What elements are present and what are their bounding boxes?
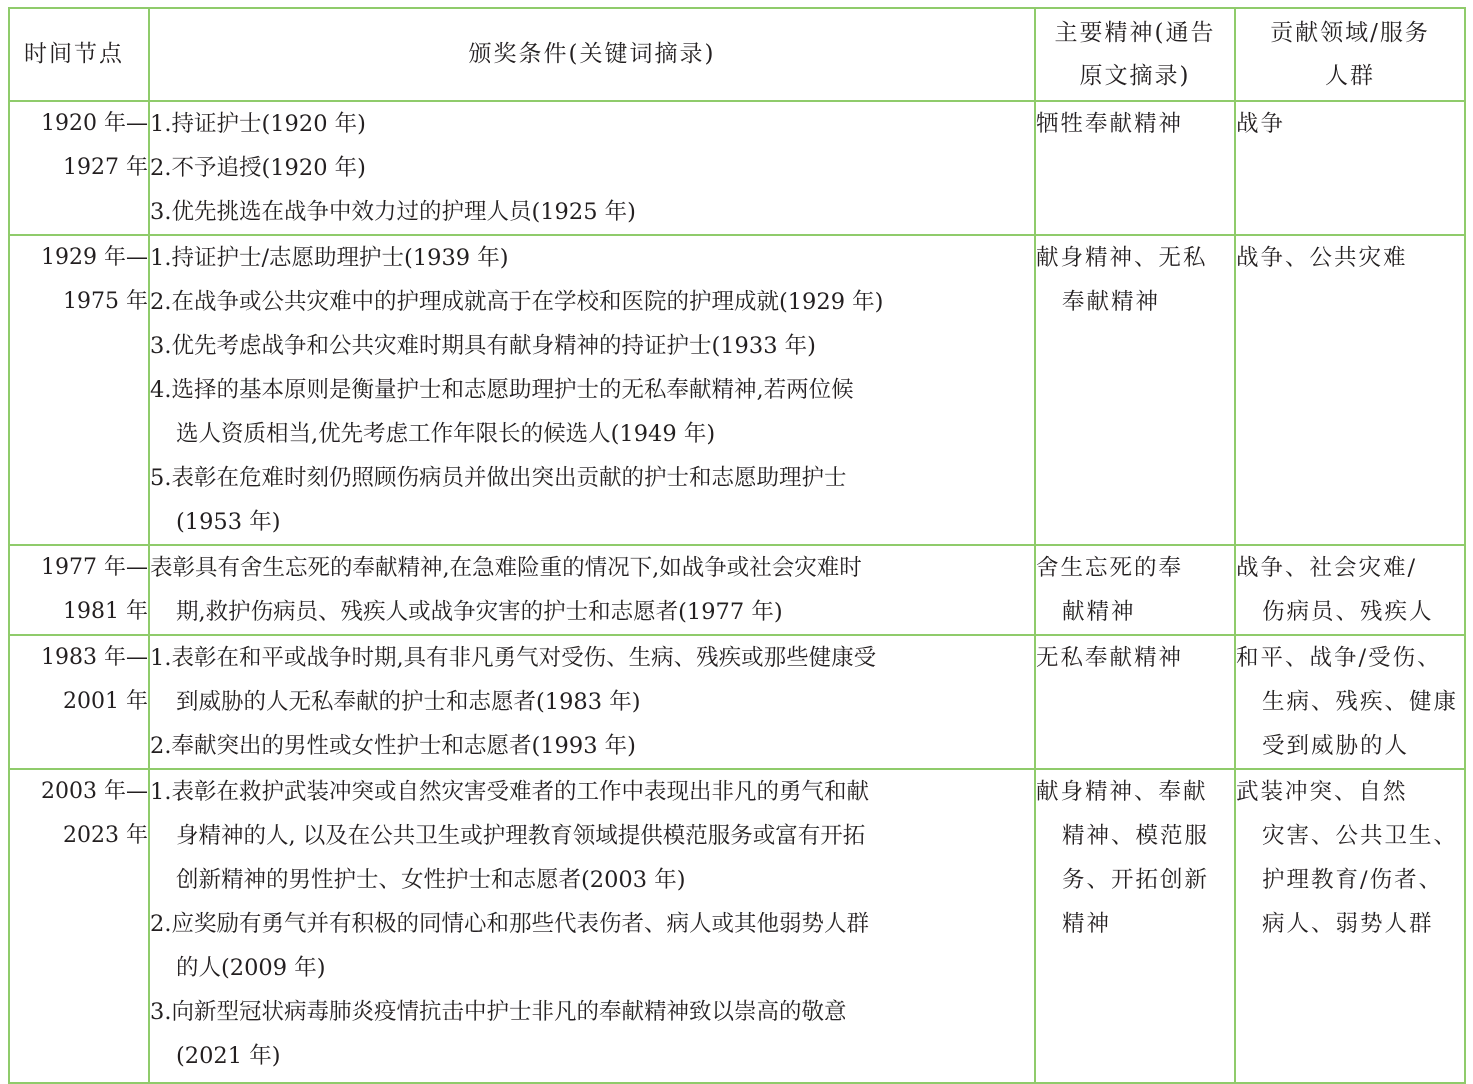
field-cell	[1235, 545, 1465, 635]
condition-item: 2.不予追授(1920 年)	[150, 155, 366, 181]
condition-item: 1.表彰在救护武装冲突或自然灾害受难者的工作中表现出非凡的勇气和献	[150, 779, 869, 805]
field-text: 武装冲突、自然	[1236, 779, 1408, 805]
time-end: 2001 年	[63, 689, 148, 714]
table-row	[9, 235, 1465, 545]
condition-item-continued: 到威胁的人无私奉献的护士和志愿者(1983 年)	[176, 689, 641, 715]
time-end: 1927 年	[63, 155, 148, 180]
conditions-cell	[149, 235, 1035, 545]
spirit-text: 献身精神、无私	[1036, 245, 1208, 271]
spirit-text: 牺牲奉献精神	[1036, 111, 1184, 137]
header-spirit-line2: 原文摘录)	[1079, 62, 1191, 89]
spirit-text-continued: 精神、模范服	[1062, 823, 1210, 849]
time-cell	[9, 545, 149, 635]
table-row	[9, 545, 1465, 635]
spirit-text: 无私奉献精神	[1036, 645, 1184, 671]
condition-item: 1.持证护士/志愿助理护士(1939 年)	[150, 245, 509, 271]
time-start: 1983 年—	[41, 645, 148, 670]
spirit-text-continued: 精神	[1062, 911, 1112, 937]
time-cell	[9, 769, 149, 1083]
condition-item: 4.选择的基本原则是衡量护士和志愿助理护士的无私奉献精神,若两位候	[150, 377, 854, 403]
field-text: 和平、战争/受伤、	[1236, 645, 1442, 671]
award-criteria-table	[8, 7, 1466, 1084]
time-end: 1975 年	[63, 289, 148, 314]
header-time-label: 时间节点	[24, 41, 124, 67]
field-text-continued: 护理教育/伤者、	[1262, 867, 1444, 893]
condition-item-continued: 选人资质相当,优先考虑工作年限长的候选人(1949 年)	[176, 421, 716, 447]
header-spirit-line1: 主要精神(通告	[1054, 19, 1216, 46]
spirit-cell	[1035, 545, 1235, 635]
time-start: 1977 年—	[41, 555, 148, 580]
time-cell	[9, 235, 149, 545]
field-text-continued: 灾害、公共卫生、	[1262, 823, 1459, 849]
conditions-cell	[149, 101, 1035, 235]
field-cell	[1235, 769, 1465, 1083]
table-row	[9, 769, 1465, 1083]
condition-item: 2.在战争或公共灾难中的护理成就高于在学校和医院的护理成就(1929 年)	[150, 289, 884, 315]
field-text: 战争、社会灾难/	[1236, 555, 1418, 581]
spirit-text: 舍生忘死的奉	[1036, 555, 1184, 581]
table-row	[9, 635, 1465, 769]
condition-item: 2.应奖励有勇气并有积极的同情心和那些代表伤者、病人或其他弱势人群	[150, 911, 869, 937]
time-cell	[9, 101, 149, 235]
field-cell	[1235, 101, 1465, 235]
condition-item: 表彰具有舍生忘死的奉献精神,在急难险重的情况下,如战争或社会灾难时	[150, 555, 862, 581]
condition-item-continued: (1953 年)	[176, 509, 281, 535]
field-text-continued: 生病、残疾、健康	[1262, 689, 1459, 715]
condition-item: 1.表彰在和平或战争时期,具有非凡勇气对受伤、生病、残疾或那些健康受	[150, 645, 877, 671]
time-start: 1920 年—	[41, 111, 148, 136]
condition-item: 3.优先考虑战争和公共灾难时期具有献身精神的持证护士(1933 年)	[150, 333, 816, 359]
condition-item-continued: 的人(2009 年)	[176, 955, 326, 981]
condition-item: 3.优先挑选在战争中效力过的护理人员(1925 年)	[150, 199, 636, 225]
time-cell	[9, 635, 149, 769]
condition-item-continued: 期,救护伤病员、残疾人或战争灾害的护士和志愿者(1977 年)	[176, 599, 783, 625]
spirit-text-continued: 献精神	[1062, 599, 1136, 625]
field-cell	[1235, 635, 1465, 769]
field-text-continued: 病人、弱势人群	[1262, 911, 1434, 937]
header-field-line2: 人群	[1325, 62, 1375, 89]
time-end: 2023 年	[63, 823, 148, 848]
time-start: 2003 年—	[41, 779, 148, 804]
field-text-continued: 受到威胁的人	[1262, 733, 1410, 759]
field-cell	[1235, 235, 1465, 545]
spirit-cell	[1035, 769, 1235, 1083]
condition-item: 3.向新型冠状病毒肺炎疫情抗击中护士非凡的奉献精神致以崇高的敬意	[150, 999, 847, 1025]
conditions-cell	[149, 545, 1035, 635]
condition-item-continued: 身精神的人, 以及在公共卫生或护理教育领域提供模范服务或富有开拓	[176, 823, 866, 849]
header-conditions	[149, 8, 1035, 101]
header-field-line1: 贡献领域/服务	[1270, 19, 1430, 46]
field-text: 战争、公共灾难	[1236, 245, 1408, 271]
spirit-cell	[1035, 635, 1235, 769]
condition-item: 1.持证护士(1920 年)	[150, 111, 366, 137]
field-text: 战争	[1236, 111, 1286, 137]
condition-item-continued: (2021 年)	[176, 1043, 281, 1069]
header-time	[9, 8, 149, 101]
condition-item: 5.表彰在危难时刻仍照顾伤病员并做出突出贡献的护士和志愿助理护士	[150, 465, 847, 491]
spirit-text: 献身精神、奉献	[1036, 779, 1208, 805]
spirit-cell	[1035, 235, 1235, 545]
condition-item-continued: 创新精神的男性护士、女性护士和志愿者(2003 年)	[176, 867, 686, 893]
time-start: 1929 年—	[41, 245, 148, 270]
conditions-cell	[149, 635, 1035, 769]
header-row	[9, 8, 1465, 101]
header-field	[1235, 8, 1465, 101]
table-row	[9, 101, 1465, 235]
field-text-continued: 伤病员、残疾人	[1262, 599, 1434, 625]
conditions-cell	[149, 769, 1035, 1083]
spirit-cell	[1035, 101, 1235, 235]
spirit-text-continued: 务、开拓创新	[1062, 867, 1210, 893]
time-end: 1981 年	[63, 599, 148, 624]
header-spirit	[1035, 8, 1235, 101]
header-conditions-label: 颁奖条件(关键词摘录)	[468, 41, 716, 67]
spirit-text-continued: 奉献精神	[1062, 289, 1161, 315]
condition-item: 2.奉献突出的男性或女性护士和志愿者(1993 年)	[150, 733, 636, 759]
